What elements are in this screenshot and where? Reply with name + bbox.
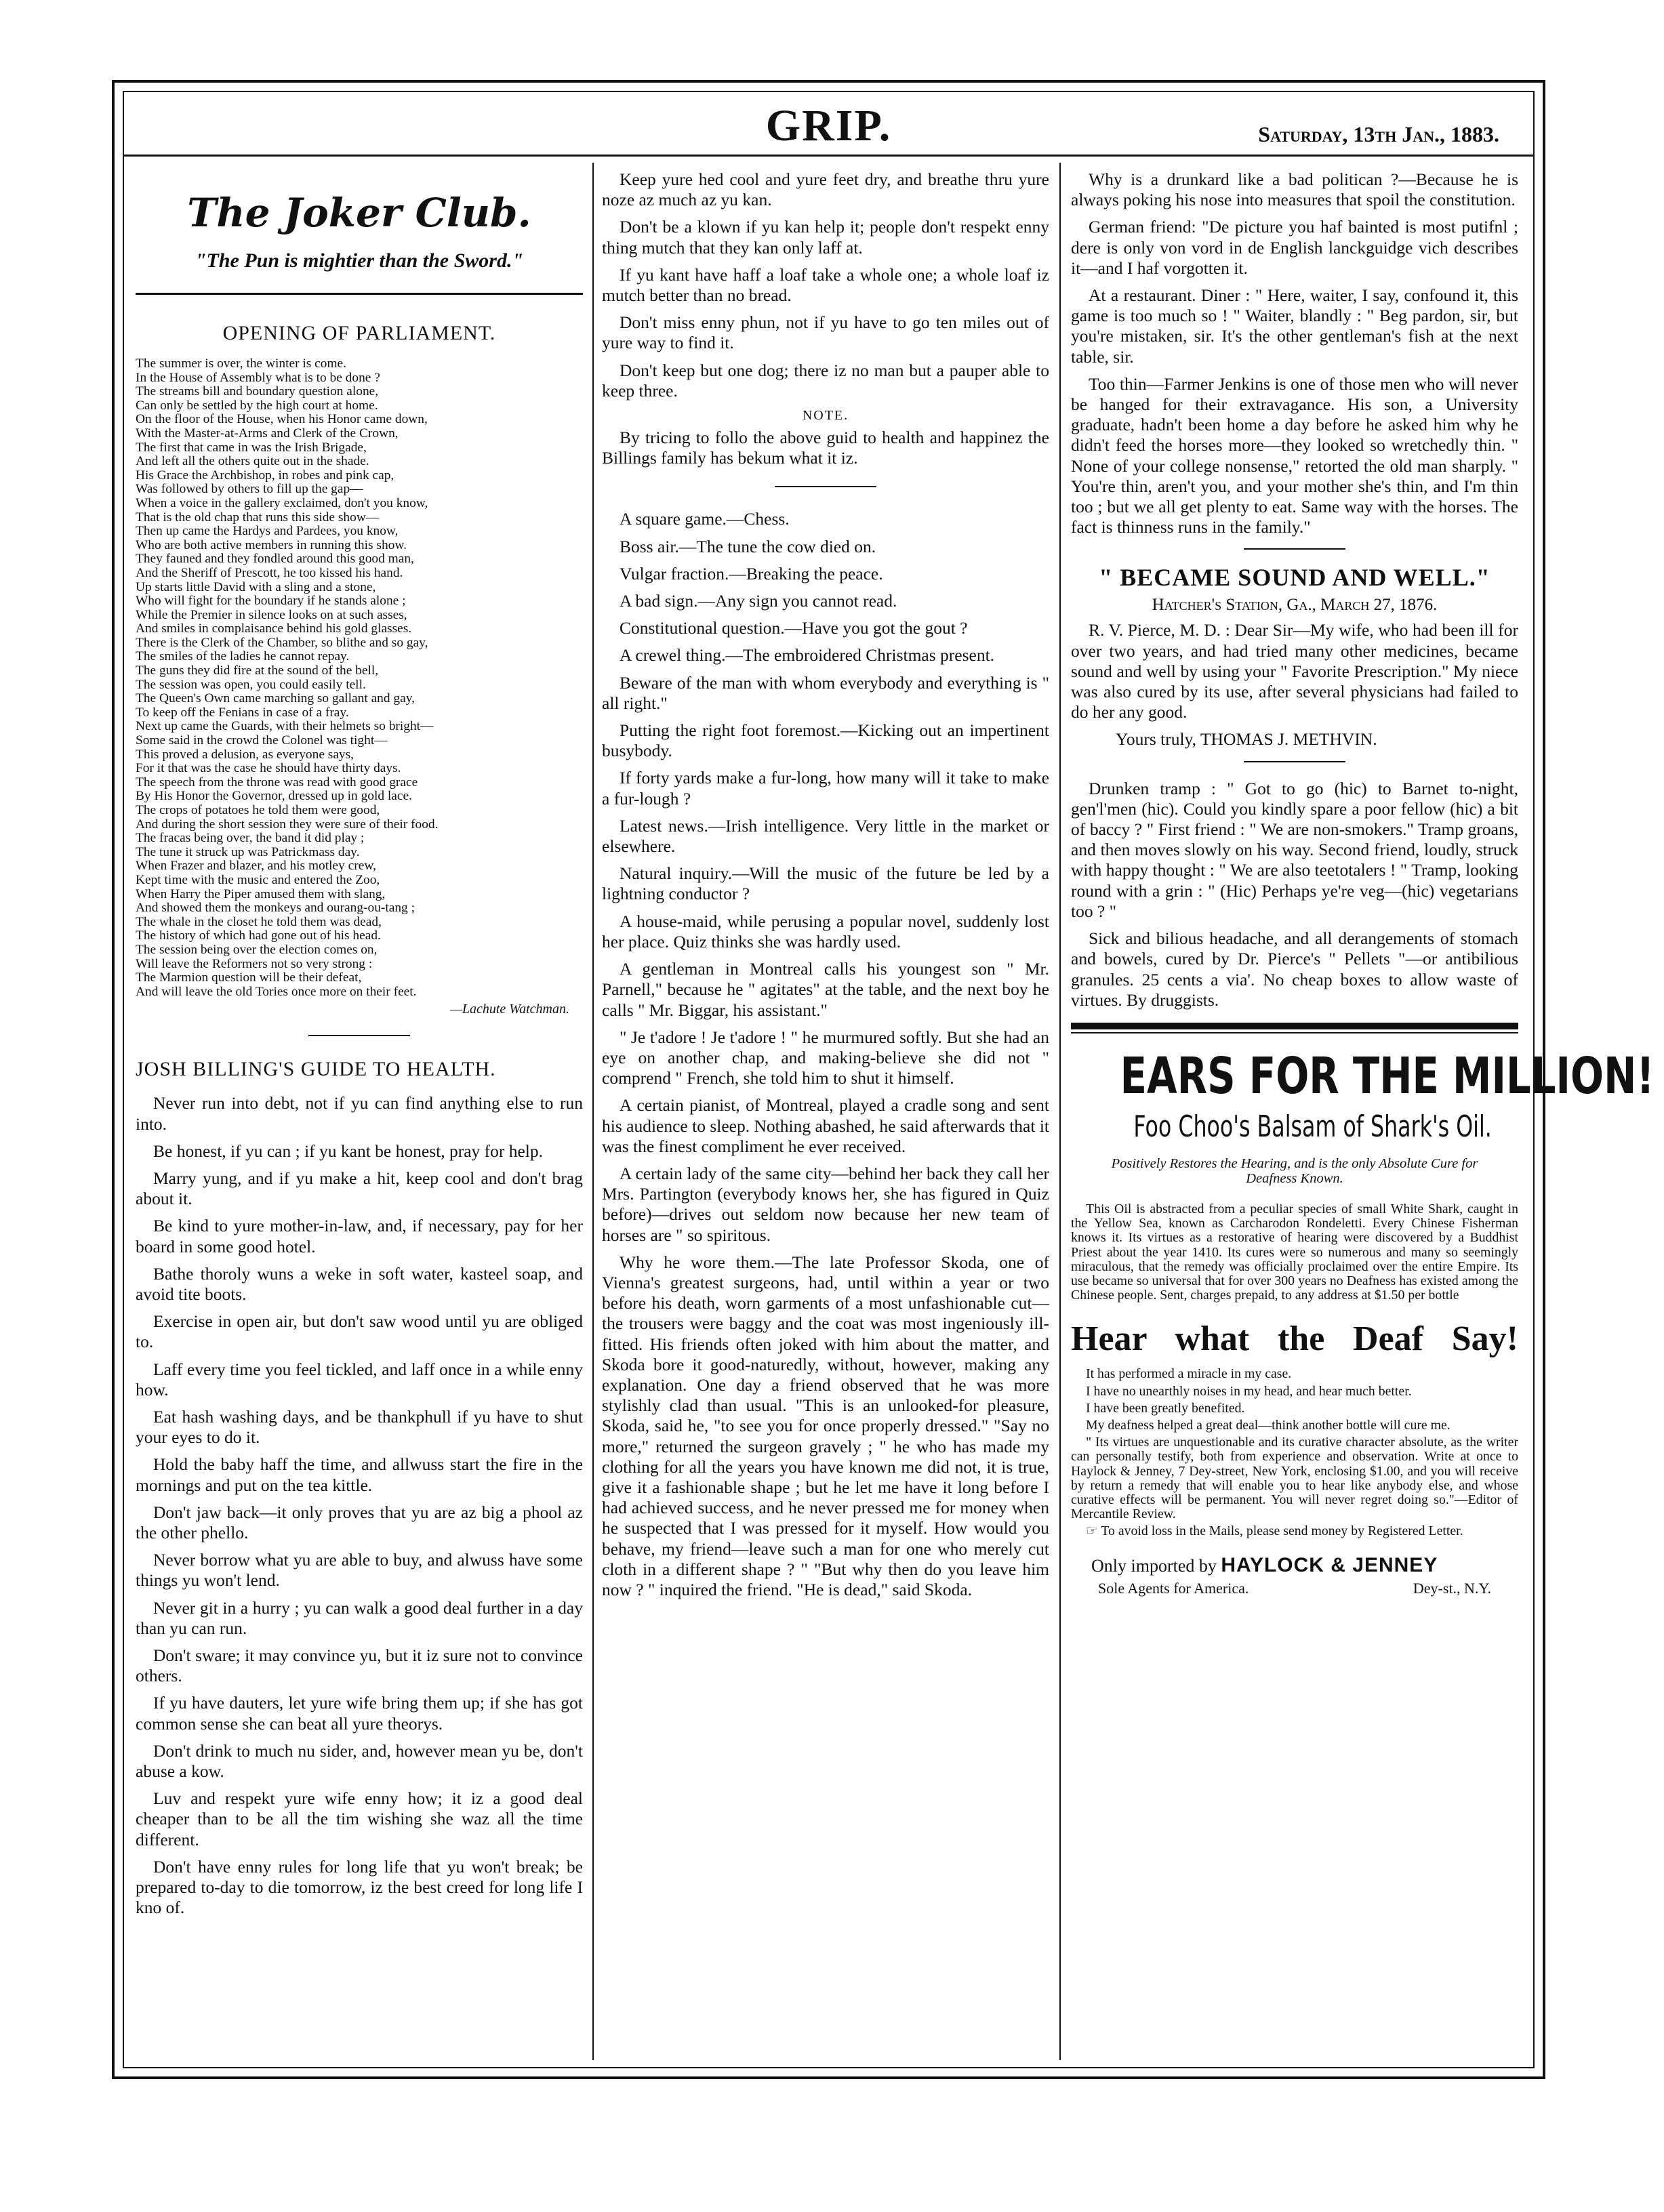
paragraph: Don't sware; it may convince yu, but it iz sure not to convince others. [136,1645,583,1686]
poem-line: And will leave the old Tories once more on their feet. [136,984,417,999]
jokes-list [602,509,1049,1600]
joke-paragraph: Too thin—Farmer Jenkins is one of those men who will never be hanged for their extravagance. His son, a University graduate, hadn't been home a day before he asked him why he didn't feed the horses more—they looked so wretchedly thin. " None of your college nonsense," retorted the old man sharply. " You're thin, aren't you, and your mother she's thin, and I'm thin too ; but we all get plenty to eat. Same way with the horses. The fact is thinness runs in the family." [1071,373,1518,537]
poem-line: Then up came the Hardys and Pardees, you know, [136,524,399,539]
paragraph: Keep yure hed cool and yure feet dry, and breathe thru yure noze az much az yu kan. [602,169,1049,210]
divider [308,1035,410,1036]
joke-paragraph: Constitutional question.—Have you got the gout ? [620,618,968,638]
ad-subhead: Foo Choo's Balsam of Shark's Oil. [1133,1109,1492,1144]
joke-paragraph: A crewel thing.—The embroidered Christmas present. [620,645,995,665]
paragraph: Be honest, if yu can ; if yu kant be honest, pray for help. [153,1141,544,1161]
paragraph: Never git in a hurry ; yu can walk a good deal further in a day than yu can run. [136,1597,583,1638]
poem-line: That is the old chap that runs this side show— [136,510,380,525]
poem-line: The crops of potatoes he told them were good, [136,803,380,817]
paragraph: Bathe thoroly wuns a weke in soft water, kasteel soap, and avoid tite boots. [136,1263,583,1304]
poem-line: In the House of Assembly what is to be done ? [136,370,380,385]
poem-line: The guns they did fire at the sound of the bell, [136,663,379,678]
column-rule [1059,163,1061,2060]
poem-line: For it that was the case he should have thirty days. [136,761,401,776]
masthead [124,95,1533,157]
poem-line: With the Master-at-Arms and Clerk of the Crown, [136,426,399,441]
testimonial-quote: I have been greatly benefited. [1086,1400,1245,1416]
divider [1071,1032,1518,1033]
divider [1244,761,1345,762]
note-label: NOTE. [802,408,849,424]
testimonial-quote: ☞ To avoid loss in the Mails, please send money by Registered Letter. [1086,1523,1463,1539]
paragraph: Eat hash washing days, and be thankphull if yu have to shut your eyes to do it. [136,1406,583,1448]
joke-paragraph: Why is a drunkard like a bad politican ?—Because he is always poking his nose into measures that spoil the constitution. [1071,169,1518,210]
article-body [136,1093,583,1918]
article-title: JOSH BILLING'S GUIDE TO HEALTH. [136,1058,496,1081]
poem-line: Was followed by others to fill up the gap— [136,482,363,497]
poem-line: Will leave the Reformers not so very strong : [136,956,373,971]
ad-imported-prefix: Only imported by [1091,1555,1217,1576]
column-2 [602,169,1049,2060]
poem-line: The history of which had gone out of his head. [136,928,381,943]
poem-line: And showed them the monkeys and ourang-ou-tang ; [136,901,415,916]
joke-paragraph: A gentleman in Montreal calls his youngest son " Mr. Parnell," because he " agitates" at the table, and the next boy he calls " Mr. Biggar, his assistant." [602,959,1049,1020]
ad-agents: Sole Agents for America. [1098,1579,1249,1597]
testimonial-quote: I have no unearthly noises in my head, and hear much better. [1086,1383,1412,1399]
testimonial-dateline: Hatcher's Station, Ga., March 27, 1876. [1152,596,1438,615]
testimonial-body: R. V. Pierce, M. D. : Dear Sir—My wife, who had been ill for over two years, and had tried many other medicines, became sound and well by using your " Favorite Prescription." My niece was also cured by its use, after several physicians had failed to do her any good. [1071,620,1518,722]
poem [136,357,583,999]
testimonial-quote: My deafness helped a great deal—think another bottle will cure me. [1086,1417,1450,1433]
paragraph: Don't drink to much nu sider, and, however mean yu be, don't abuse a kow. [136,1740,583,1781]
joke-paragraph: Beware of the man with whom everybody and everything is " all right." [602,672,1049,713]
poem-line: The summer is over, the winter is come. [136,356,347,371]
ad-importer: HAYLOCK & JENNEY [1221,1553,1438,1576]
joke-paragraph: Putting the right foot foremost.—Kicking out an impertinent busybody. [602,720,1049,761]
joke-paragraph: German friend: "De picture you haf bainted is most putifnl ; dere is only von vord in de English lanckguidge vich describes it—and I haf vorgotten it. [1071,217,1518,278]
poem-line: The whale in the closet he told them was dead, [136,914,382,929]
divider [1244,548,1345,550]
poem-line: Can only be settled by the high court at home. [136,398,378,413]
poem-line: Next up came the Guards, with their helmets so bright— [136,719,434,734]
poem-line: This proved a delusion, as everyone says, [136,747,354,762]
joke-paragraph: Natural inquiry.—Will the music of the future be led by a lightning conductor ? [602,863,1049,904]
testimonial-signature: Yours truly, THOMAS J. METHVIN. [1116,729,1377,750]
poem-line: They fauned and they fondled around this good man, [136,552,414,567]
ad-importer-line [1091,1554,1518,1577]
note-text: By tricing to follo the above guid to health and happinez the Billings family has bekum what it iz. [602,428,1049,468]
jokes-list [1071,779,1518,1010]
poem-line: The smiles of the ladies he cannot repay. [136,649,350,664]
poem-line: When Harry the Piper amused them with slang, [136,886,386,901]
poem-line: The speech from the throne was read with good grace [136,775,418,790]
paragraph: Luv and respekt yure wife enny how; it iz a good deal cheaper than to be all the tim wishing she waz all the time different. [136,1788,583,1849]
joke-paragraph: A bad sign.—Any sign you cannot read. [620,591,897,611]
poem-line: The Marmion question will be their defeat, [136,970,362,985]
paragraph: Don't be a klown if yu kan help it; people don't respekt enny thing mutch that they kan only laff at. [602,217,1049,258]
poem-line: While the Premier in silence looks on at such asses, [136,607,407,622]
poem-line: The fracas being over, the band it did play ; [136,831,365,846]
testimonial-quote: It has performed a miracle in my case. [1086,1366,1292,1382]
divider [136,293,583,295]
joke-paragraph: A certain pianist, of Montreal, played a cradle song and sent his audience to sleep. Nothing abashed, he said afterwards that it was the finest compliment he ever received. [602,1095,1049,1156]
jokes-list [1071,169,1518,537]
poem-line: And smiles in complaisance behind his gold glasses. [136,621,412,636]
poem-signature: —Lachute Watchman. [450,1002,569,1017]
joke-paragraph: If forty yards make a fur-long, how many will it take to make a fur-lough ? [602,768,1049,808]
paragraph: Be kind to yure mother-in-law, and, if necessary, pay for her board in some good hotel. [136,1216,583,1256]
divider [775,486,876,487]
column-3 [1071,169,1655,2060]
paragraph: Hold the baby haff the time, and allwuss start the fire in the mornings and put on the tea kittle. [136,1454,583,1495]
poem-line: And the Sheriff of Prescott, he too kissed his hand. [136,565,403,580]
joke-paragraph: A house-maid, while perusing a popular novel, suddenly lost her place. Quiz thinks she was hardly used. [602,911,1049,951]
paragraph: Marry yung, and if yu make a hit, keep cool and don't brag about it. [136,1168,583,1209]
ad-body: This Oil is abstracted from a peculiar species of small White Shark, caught in the Yellow Sea, known as Carcharodon Rondeletti. Every Chinese Fisherman knows it. Its virtues as a restorative of hearing were discovered by a Buddhist Priest about the year 1410. Its cures were so numerous and many so seemingly miraculous, that the remedy was officially proclaimed over the entire Empire. Its use became so universal that for over 300 years no Deafness has existed among the Chinese people. Sent, charges prepaid, to any address at $1.50 per bottle [1071,1201,1518,1303]
paragraph: Don't have enny rules for long life that yu won't break; be prepared to-day to die tomorrow, iz the best creed for long life I kno of. [136,1856,583,1918]
paragraph: Never borrow what yu are able to buy, and alwuss have some things yu won't lend. [136,1550,583,1591]
joke-paragraph: Why he wore them.—The late Professor Skoda, one of Vienna's greatest surgeons, had, until within a year or two before his death, worn garments of a most unfashionable cut—the trousers were baggy and the coat was most ingeniously ill-fitted. His friends often joked with him about the matter, and Skoda bore it good-naturedly, without, however, making any explanation. One day a friend observed that he was more stylishly clad than usual. "This is an unlooked-for pleasure, Skoda, said he, "to see you for once properly dressed." "Say no more," returned the surgeon gravely ; " he who has made my clothing for all the years you have known me did not, it is true, give it a fashionable shape ; but he let me have it long before I had achieved success, and he never pressed me for money when he suspected that I was pressed for it myself. How would you behave, my friend—leave such a man for one who merely cut cloth in a different shape ? " "But why then do you leave him now ? " inquired the friend. "He is dead," said Skoda. [602,1252,1049,1599]
ad-headline: EARS FOR THE MILLION! [1120,1046,1655,1105]
ad-address: Dey-st., N.Y. [1413,1579,1491,1597]
joke-paragraph: Latest news.—Irish intelligence. Very little in the market or elsewhere. [602,815,1049,857]
paragraph: If yu have dauters, let yure wife bring them up; if she has got common sense she can beat all yure theorys. [136,1693,583,1734]
poem-line: On the floor of the House, when his Honor came down, [136,412,428,427]
paragraph: Laff every time you feel tickled, and laff once in a while enny how. [136,1359,583,1399]
paragraph: Don't keep but one dog; there iz no man but a pauper able to keep three. [602,360,1049,401]
joke-paragraph: Boss air.—The tune the cow died on. [620,536,876,556]
paragraph: Exercise in open air, but don't saw wood until yu are obliged to. [136,1311,583,1352]
joke-paragraph: A certain lady of the same city—behind her back they call her Mrs. Partington (everybody knows her, she has figured in Quiz before)—drives out seldom now because her new team of horses are " so spiritous. [602,1163,1049,1245]
column-rule [592,163,594,2060]
ad-agents-line [1098,1580,1491,1597]
poem-line: The first that came in was the Irish Brigade, [136,440,367,455]
poem-line: Some said in the crowd the Colonel was tight— [136,733,388,748]
poem-line: By His Honor the Governor, dressed up in gold lace. [136,789,412,804]
poem-line: The Queen's Own came marching so gallant and gay, [136,691,415,706]
section-title: The Joker Club. [187,190,531,236]
joke-paragraph: " Je t'adore ! Je t'adore ! " he murmured softly. But she had an eye on another chap, and making-believe she did not " comprend " French, she told him to shut it himself. [602,1027,1049,1088]
ad-tagline: Positively Restores the Hearing, and is the only Absolute Cure for Deafness Known. [1111,1155,1478,1186]
testimonial-headline: " BECAME SOUND AND WELL." [1099,564,1490,592]
testimonial-quote: " Its virtues are unquestionable and its curative character absolute, as the writer can personally testify, both from experience and observation. Write at once to Haylock & Jenney, 7 Dey-street, New York, enclosing $1.00, and you will receive by return a remedy that will enable you to hear like anybody else, and whose curative effects will be permanent. You will never regret doing so."—Editor of Mercantile Review. [1071,1435,1518,1522]
joke-paragraph: Drunken tramp : " Got to go (hic) to Barnet to-night, gen'l'men (hic). Could you kindly spare a poor fellow (hic) a bit of baccy ? " First friend : " We are non-smokers." Tramp groans, and then moves slowly on his way. Second friend, loudly, struck with happy thought : " We are also teetotalers ! " Tramp, looking round with a grin : " (Hic) Perhaps ye're veg—(hic) vegetarians too ? " [1071,778,1518,921]
poem-line: Who will fight for the boundary if he stands alone ; [136,594,406,609]
masthead-date: Saturday, 13th Jan., 1883. [1258,122,1499,146]
poem-line: And left all the others quite out in the shade. [136,454,369,469]
joke-paragraph: Sick and bilious headache, and all derangements of stomach and bowels, cured by Dr. Pierce's " Pellets "—or antibilious granules. 25 cents a via'. No cheap boxes to allow waste of virtues. By druggists. [1071,928,1518,1010]
poem-line: Up starts little David with a sling and a stone, [136,579,376,594]
poem-line: The streams bill and boundary question alone, [136,384,379,399]
article-body [602,169,1049,401]
divider [1071,1023,1518,1029]
poem-line: Kept time with the music and entered the Zoo, [136,872,380,887]
masthead-title: GRIP. [765,101,892,150]
paragraph: If yu kant have haff a loaf take a whole one; a whole loaf iz mutch better than no bread. [602,264,1049,306]
paragraph: Never run into debt, not if yu can find anything else to run into. [136,1093,583,1134]
ad-hear-headline: Hear what the Deaf Say! [1071,1319,1518,1359]
section-motto: "The Pun is mightier than the Sword." [195,249,524,272]
joke-paragraph: Vulgar fraction.—Breaking the peace. [620,563,883,583]
poem-line: The session being over the election comes on, [136,942,378,957]
joke-paragraph: A square game.—Chess. [620,509,790,529]
paragraph: Don't jaw back—it only proves that yu are az big a phool az the other phello. [136,1502,583,1542]
paragraph: Don't miss enny phun, not if yu have to go ten miles out of yure way to find it. [602,312,1049,353]
poem-line: The tune it struck up was Patrickmass day. [136,844,360,859]
poem-line: When a voice in the gallery exclaimed, don't you know, [136,495,428,510]
joke-paragraph: At a restaurant. Diner : " Here, waiter, I say, confound it, this game is too much so ! " Waiter, blandly : " Beg pardon, sir, but you're mistaken, sir. It's the other gentleman's fish at the next table, sir. [1071,285,1518,367]
poem-line: When Frazer and blazer, and his motley crew, [136,859,376,874]
poem-line: There is the Clerk of the Chamber, so blithe and so gay, [136,635,428,650]
poem-line: His Grace the Archbishop, in robes and pink cap, [136,468,394,483]
poem-title: OPENING OF PARLIAMENT. [222,322,496,344]
ad-quotes [1071,1367,1518,1538]
poem-line: And during the short session they were sure of their food. [136,817,439,832]
poem-line: The session was open, you could easily tell. [136,677,366,692]
column-1 [136,169,583,2060]
poem-line: Who are both active members in running this show. [136,537,407,552]
poem-line: To keep off the Fenians in case of a fray. [136,705,349,720]
